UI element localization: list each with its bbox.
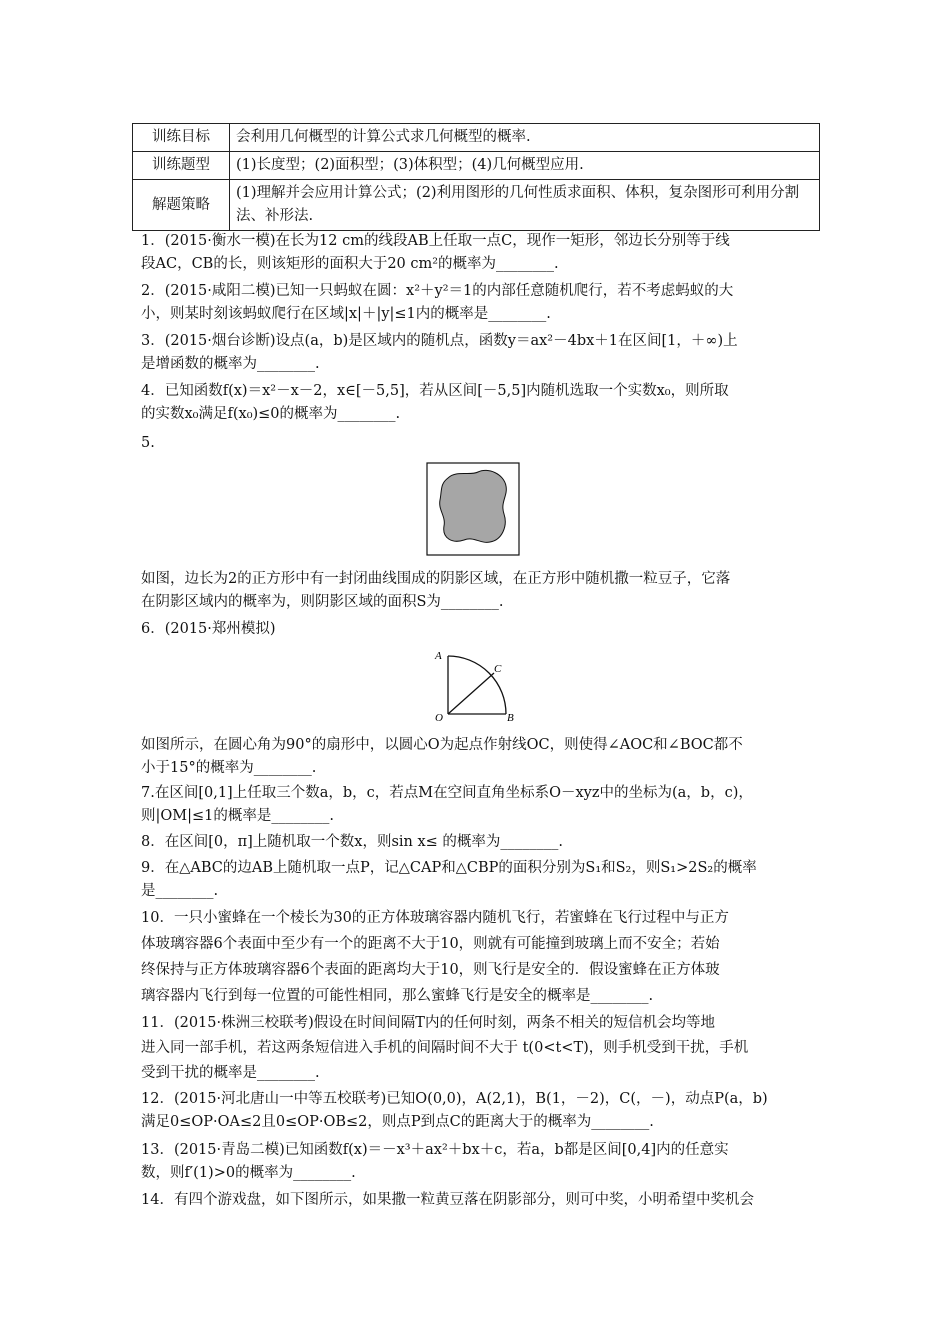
label-b: B — [507, 712, 514, 724]
label-c: C — [494, 663, 502, 675]
question-13-line: 13．(2015·青岛二模)已知函数f(x)＝－x³＋ax²＋bx＋c，若a，b都是区间[0,4]内的任意实 — [141, 1142, 729, 1158]
table-value: (1)理解并会应用计算公式；(2)利用图形的几何性质求面积、体积，复杂图形可利用分割法、补形法. — [230, 180, 820, 231]
question-8-line: 8．在区间[0，π]上随机取一个数x，则sin x≤ 的概率为________. — [141, 834, 564, 850]
table-key: 训练目标 — [133, 124, 230, 152]
question-7-line: 7.在区间[0,1]上任取三个数a，b，c，若点M在空间直角坐标系O－xyz中的坐标为(a，b，c)， — [141, 785, 753, 801]
question-10-line: 璃容器内飞行到每一位置的可能性相同，那么蜜蜂飞行是安全的概率是________. — [141, 988, 654, 1004]
training-goals-table — [132, 123, 820, 231]
question-6-line: 小于15°的概率为________. — [141, 760, 317, 776]
table-value: 会利用几何概型的计算公式求几何概型的概率. — [230, 124, 820, 152]
question-13-line: 数，则f′(1)>0的概率为________. — [141, 1165, 356, 1181]
question-11-line: 11．(2015·株洲三校联考)假设在时间间隔T内的任何时刻，两条不相关的短信机会均等地 — [141, 1015, 715, 1031]
question-6-line: 如图所示，在圆心角为90°的扇形中，以圆心O为起点作射线OC，则使得∠AOC和∠BOC都不 — [141, 737, 743, 753]
question-3-line: 3．(2015·烟台诊断)设点(a，b)是区域内的随机点，函数y＝ax²－4bx＋1在区间[1，＋∞)上 — [141, 333, 738, 349]
question-2-line: 2．(2015·咸阳二模)已知一只蚂蚁在圆：x²＋y²＝1的内部任意随机爬行，若不考虑蚂蚁的大 — [141, 283, 734, 299]
question-14-line: 14．有四个游戏盘，如下图所示，如果撒一粒黄豆落在阴影部分，则可中奖，小明希望中奖机会 — [141, 1192, 754, 1208]
table-row — [133, 124, 820, 152]
question-4-line: 的实数x₀满足f(x₀)≤0的概率为________. — [141, 406, 401, 422]
question-5-line: 在阴影区域内的概率为，则阴影区域的面积S为________. — [141, 594, 504, 610]
question-11-line: 受到干扰的概率是________. — [141, 1065, 320, 1081]
question-3-line: 是增函数的概率为________. — [141, 356, 320, 372]
question-4-line: 4．已知函数f(x)＝x²－x－2，x∈[－5,5]，若从区间[－5,5]内随机选取一个实数x₀，则所取 — [141, 383, 729, 399]
question-1-line: 1．(2015·衡水一模)在长为12 cm的线段AB上任取一点C，现作一矩形，邻边长分别等于线 — [141, 233, 730, 249]
question-9-line: 是________. — [141, 883, 219, 899]
sector-figure — [426, 646, 526, 724]
square-shaded-region-figure — [426, 462, 520, 556]
table-key: 解题策略 — [133, 180, 230, 231]
question-9-line: 9．在△ABC的边AB上随机取一点P，记△CAP和△CBP的面积分别为S₁和S₂，则S₁>2S₂的概率 — [141, 860, 757, 876]
table-value: (1)长度型；(2)面积型；(3)体积型；(4)几何概型应用. — [230, 152, 820, 180]
question-10-line: 体玻璃容器6个表面中至少有一个的距离不大于10，则就有可能撞到玻璃上而不安全；若始 — [141, 936, 720, 952]
ray-oc — [448, 673, 494, 714]
question-7-line: 则|OM|≤1的概率是________. — [141, 808, 334, 824]
shaded-region — [440, 470, 507, 542]
question-10-line: 10．一只小蜜蜂在一个棱长为30的正方体玻璃容器内随机飞行，若蜜蜂在飞行过程中与正方 — [141, 910, 729, 926]
question-11-line: 进入同一部手机，若这两条短信进入手机的间隔时间不大于 t(0<t<T)，则手机受到干扰，手机 — [141, 1040, 749, 1056]
question-5-number: 5. — [141, 435, 155, 451]
question-12-line: 满足0≤OP·OA≤2且0≤OP·OB≤2，则点P到点C的距离大于的概率为________. — [141, 1114, 654, 1130]
table-key: 训练题型 — [133, 152, 230, 180]
question-6-number: 6．(2015·郑州模拟) — [141, 621, 276, 637]
question-5-line: 如图，边长为2的正方形中有一封闭曲线围成的阴影区域，在正方形中随机撒一粒豆子，它落 — [141, 571, 731, 587]
question-2-line: 小，则某时刻该蚂蚁爬行在区域|x|＋|y|≤1内的概率是________. — [141, 306, 551, 322]
label-a: A — [435, 650, 442, 662]
label-o: O — [435, 712, 443, 724]
question-12-line: 12．(2015·河北唐山一中等五校联考)已知O(0,0)，A(2,1)，B(1，－2)，C(，－)，动点P(a，b) — [141, 1091, 768, 1107]
question-1-line: 段AC，CB的长，则该矩形的面积大于20 cm²的概率为________. — [141, 256, 559, 272]
question-10-line: 终保持与正方体玻璃容器6个表面的距离均大于10，则飞行是安全的．假设蜜蜂在正方体玻 — [141, 962, 720, 978]
table-row — [133, 180, 820, 231]
table-row — [133, 152, 820, 180]
